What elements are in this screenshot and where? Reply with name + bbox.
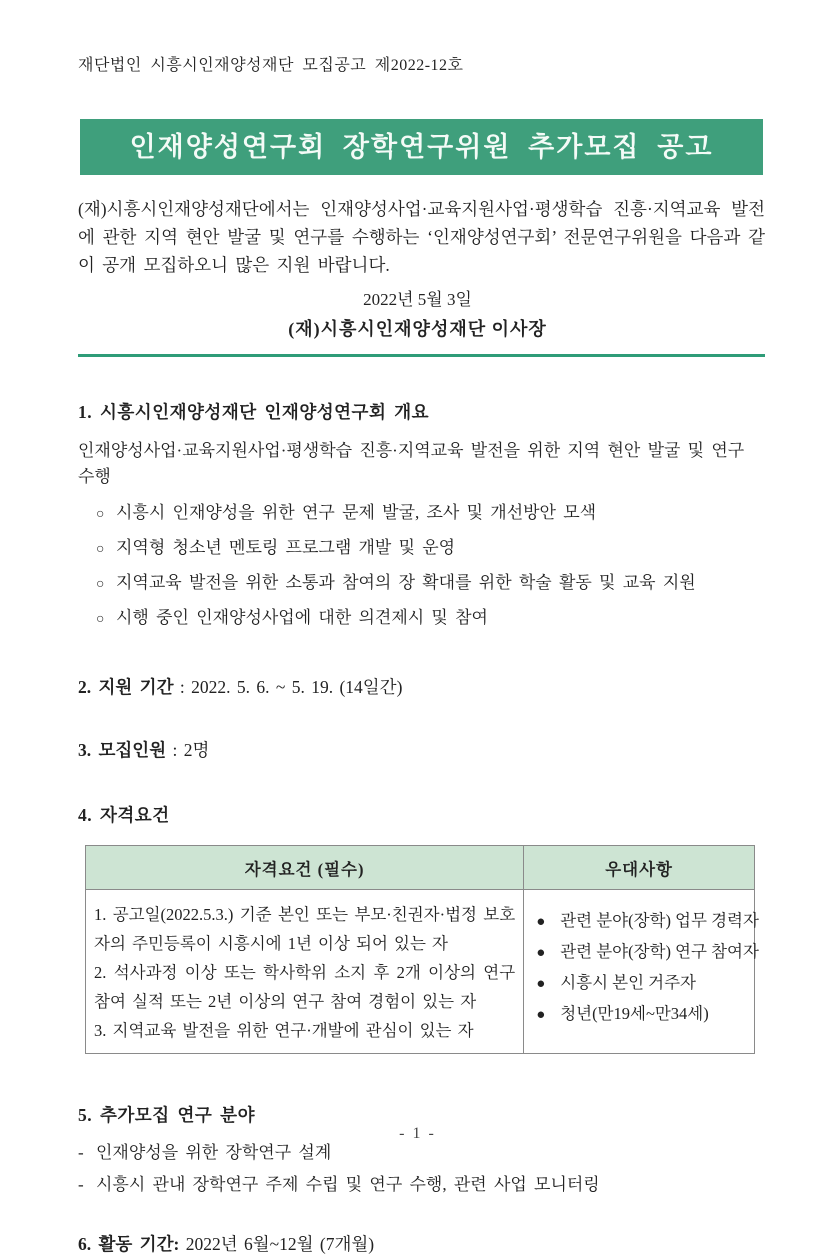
list-item-text: 인재양성을 위한 장학연구 설계 [96, 1143, 332, 1162]
section-headcount-label: 3. 모집인원 [78, 740, 167, 760]
section-overview [78, 399, 765, 636]
list-item [536, 968, 746, 999]
notice-body-paragraph: (재)시흥시인재양성재단에서는 인재양성사업·교육지원사업·평생학습 진흥·지역교육 발전에 관한 지역 현안 발굴 및 연구를 수행하는 ‘인재양성연구회’ 전문연구위원을 다음과 같이 공개 모집하오니 많은 지원 바랍니다. [78, 199, 765, 275]
table-header-row [86, 846, 755, 890]
section-headcount-value: : 2명 [166, 740, 210, 760]
table-body-row [86, 890, 755, 1054]
preferences-cell [524, 890, 759, 1054]
section-qualifications-title: 4. 자격요건 [78, 805, 170, 825]
list-item-text: 시흥시 인재양성을 위한 연구 문제 발굴, 조사 및 개선방안 모색 [116, 503, 597, 522]
list-item [536, 999, 746, 1030]
filled-circle-bullet-icon: ● [536, 976, 546, 992]
list-item-text: 지역교육 발전을 위한 소통과 참여의 장 확대를 위한 학술 활동 및 교육 지원 [116, 573, 696, 592]
list-item [536, 937, 759, 968]
circle-bullet-icon: ○ [96, 507, 105, 522]
notice-date: 2022년 5월 3일 [363, 290, 472, 309]
qualifications-table [85, 845, 759, 1054]
section-activity-period-label: 6. 활동 기간: [78, 1234, 180, 1254]
requirements-cell [86, 890, 524, 1054]
circle-bullet-icon: ○ [96, 577, 105, 592]
filled-circle-bullet-icon: ● [536, 1007, 546, 1023]
notice-signer: (재)시흥시인재양성재단 이사장 [288, 319, 547, 339]
column-header-preferences: 우대사항 [524, 846, 755, 890]
column-header-requirements: 자격요건 (필수) [86, 846, 524, 890]
list-item [78, 566, 765, 601]
list-item-text: 청년(만19세~만34세) [560, 1004, 709, 1023]
section-activity-period-value: 2022년 6월~12월 (7개월) [179, 1234, 375, 1254]
circle-bullet-icon: ○ [96, 542, 105, 557]
circle-bullet-icon: ○ [96, 612, 105, 627]
document-reference-number: 재단법인 시흥시인재양성재단 모집공고 제2022-12호 [78, 57, 464, 74]
list-item-text: 시행 중인 인재양성사업에 대한 의견제시 및 참여 [116, 608, 488, 627]
section-qualifications [78, 802, 765, 827]
page-number: - 1 - [399, 1125, 436, 1142]
section-headcount [78, 737, 765, 762]
filled-circle-bullet-icon: ● [536, 914, 546, 930]
announcement-title-banner: 인재양성연구회 장학연구위원 추가모집 공고 [80, 119, 763, 175]
section-research-fields-title: 5. 추가모집 연구 분야 [78, 1105, 255, 1125]
requirement-item: 1. 공고일(2022.5.3.) 기준 본인 또는 부모·친권자·법정 보호자의 주민등록이 시흥시에 1년 이상 되어 있는 자 [94, 905, 516, 953]
list-item-text: 시흥시 본인 거주자 [560, 973, 696, 992]
list-item-text: 관련 분야(장학) 연구 참여자 [560, 942, 759, 961]
dash-bullet-icon: - [78, 1175, 84, 1194]
list-item-text: 시흥시 관내 장학연구 주제 수립 및 연구 수행, 관련 사업 모니터링 [96, 1175, 600, 1194]
section-research-fields [78, 1102, 765, 1201]
overview-bullet-list [78, 496, 765, 636]
research-fields-list [78, 1137, 765, 1201]
list-item-text: 관련 분야(장학) 업무 경력자 [560, 911, 759, 930]
section-activity-period [78, 1231, 765, 1256]
section-application-period-label: 2. 지원 기간 [78, 677, 174, 697]
list-item [536, 906, 759, 937]
section-application-period [78, 674, 765, 699]
section-application-period-value: : 2022. 5. 6. ~ 5. 19. (14일간) [173, 677, 403, 697]
requirement-item: 2. 석사과정 이상 또는 학사학위 소지 후 2개 이상의 연구 참여 실적 또는 2년 이상의 연구 참여 경험이 있는 자 [94, 963, 516, 1011]
dash-bullet-icon: - [78, 1143, 84, 1162]
list-item [78, 1169, 765, 1201]
list-item-text: 지역형 청소년 멘토링 프로그램 개발 및 운영 [116, 538, 456, 557]
section-overview-title: 1. 시흥시인재양성재단 인재양성연구회 개요 [78, 402, 430, 422]
list-item [78, 496, 765, 531]
requirement-item: 3. 지역교육 발전을 위한 연구·개발에 관심이 있는 자 [94, 1021, 474, 1040]
section-overview-desc: 인재양성사업·교육지원사업·평생학습 진흥·지역교육 발전을 위한 지역 현안 발굴 및 연구 수행 [78, 441, 745, 486]
list-item [78, 531, 765, 566]
list-item [78, 601, 765, 636]
filled-circle-bullet-icon: ● [536, 945, 546, 961]
green-divider-rule [78, 354, 765, 357]
